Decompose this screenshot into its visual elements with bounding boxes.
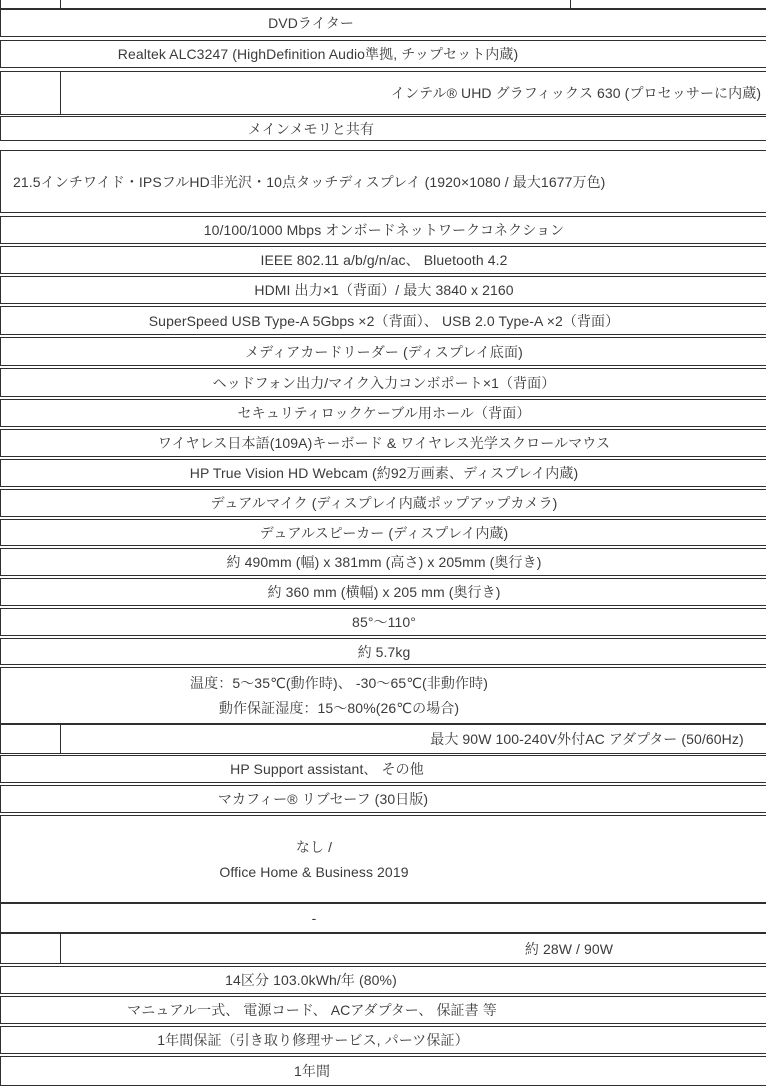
- table-row-power-consumption: [0, 933, 766, 964]
- table-row-partial-top: [0, 0, 766, 9]
- table-row-video-memory: [0, 116, 766, 141]
- table-row-lan: [0, 216, 766, 244]
- cell-text: メインメモリと共有: [247, 120, 375, 137]
- cell-text: メディアカードリーダー (ディスプレイ底面): [245, 343, 523, 360]
- table-row-ac-adapter: [0, 724, 766, 754]
- cell-text: HP True Vision HD Webcam (約92万画素、ディスプレイ内蔵): [189, 465, 579, 481]
- cell-text: なし /: [295, 838, 333, 855]
- table-row-display: [0, 150, 766, 213]
- table-row-usb-ports: [0, 306, 766, 335]
- cell-text: 約 490mm (幅) x 381mm (高さ) x 205mm (奥行き): [226, 554, 542, 570]
- table-row-security-software: [0, 785, 766, 813]
- cell-text: HDMI 出力×1（背面）/ 最大 3840 x 2160: [254, 282, 514, 298]
- cell-text: 1年間: [293, 1063, 331, 1079]
- table-row-keyboard-mouse: [0, 429, 766, 457]
- table-row-energy-efficiency: [0, 966, 766, 994]
- table-row-speaker: [0, 519, 766, 546]
- cell-text: 21.5インチワイド・IPSフルHD非光沢・10点タッチディスプレイ (1920×1080 / 最大1677万色): [13, 173, 606, 190]
- cell-text: -: [311, 910, 317, 926]
- table-row-weight: [0, 638, 766, 665]
- table-row-wireless-lan: [0, 246, 766, 274]
- cell-text: DVDライター: [268, 15, 354, 31]
- cell-text: 約 28W / 90W: [524, 940, 614, 957]
- table-row-microphone: [0, 489, 766, 517]
- table-row-audio-jack: [0, 368, 766, 397]
- cell-text: デュアルスピーカー (ディスプレイ内蔵): [259, 524, 509, 541]
- cell-text: マニュアル一式、 電源コード、 ACアダプター、 保証書 等: [127, 1002, 497, 1018]
- cell-text: 温度：5〜35℃(動作時)、 -30〜65℃(非動作時): [190, 675, 488, 691]
- cell-text: インテル® UHD グラフィックス 630 (プロセッサーに内蔵): [390, 85, 762, 101]
- table-row-optical-drive: [0, 9, 766, 37]
- cell-text: ワイヤレス日本語(109A)キーボード & ワイヤレス光学スクロールマウス: [157, 435, 611, 451]
- cell-text: セキュリティロックケーブル用ホール（背面）: [237, 405, 531, 421]
- table-row-preinstalled-software: [0, 755, 766, 783]
- column-divider: [60, 725, 61, 753]
- cell-text: 約 360 mm (横幅) x 205 mm (奥行き): [267, 584, 501, 600]
- cell-text: 約 5.7kg: [357, 643, 411, 660]
- table-row-webcam: [0, 459, 766, 487]
- cell-text: 85°〜110°: [352, 614, 416, 630]
- cell-text: マカフィー® リブセーフ (30日版): [217, 791, 429, 807]
- table-row-accessories: [0, 996, 766, 1024]
- cell-text: Office Home & Business 2019: [219, 863, 409, 880]
- cell-text: 最大 90W 100-240V外付AC アダプター (50/60Hz): [430, 731, 744, 747]
- table-row-stand-dimensions: [0, 578, 766, 606]
- cell-text: IEEE 802.11 a/b/g/n/ac、 Bluetooth 4.2: [260, 252, 508, 268]
- cell-text: HP Support assistant、 その他: [230, 761, 424, 777]
- table-row-dimensions: [0, 548, 766, 576]
- column-divider: [570, 0, 571, 8]
- cell-text: 14区分 103.0kWh/年 (80%): [225, 972, 397, 988]
- table-row-audio-codec: [0, 40, 766, 68]
- cell-text: Realtek ALC3247 (HighDefinition Audio準拠, チップセット内蔵): [117, 46, 519, 62]
- cell-text: 10/100/1000 Mbps オンボードネットワークコネクション: [203, 222, 565, 238]
- cell-text: SuperSpeed USB Type-A 5Gbps ×2（背面）、 USB 2.0 Type-A ×2（背面）: [148, 312, 620, 329]
- column-divider: [60, 934, 61, 963]
- cell-text: 動作保証湿度：15〜80%(26℃の場合): [218, 700, 460, 716]
- table-row-operating-environment: [0, 667, 766, 724]
- column-divider: [60, 72, 61, 114]
- table-row-hdmi: [0, 276, 766, 304]
- cell-text: ヘッドフォン出力/マイク入力コンボポート×1（背面）: [212, 374, 556, 391]
- table-row-support-period: [0, 1056, 766, 1086]
- column-divider: [60, 0, 61, 8]
- table-row-card-reader: [0, 337, 766, 366]
- table-row-graphics: [0, 71, 766, 115]
- table-row-warranty: [0, 1026, 766, 1054]
- cell-text: 1年間保証（引き取り修理サービス, パーツ保証）: [157, 1032, 469, 1048]
- table-row-blank-value: [0, 903, 766, 933]
- table-row-tilt-angle: [0, 608, 766, 636]
- table-row-office-software: [0, 815, 766, 903]
- cell-text: デュアルマイク (ディスプレイ内蔵ポップアップカメラ): [210, 495, 558, 511]
- table-row-security-slot: [0, 399, 766, 427]
